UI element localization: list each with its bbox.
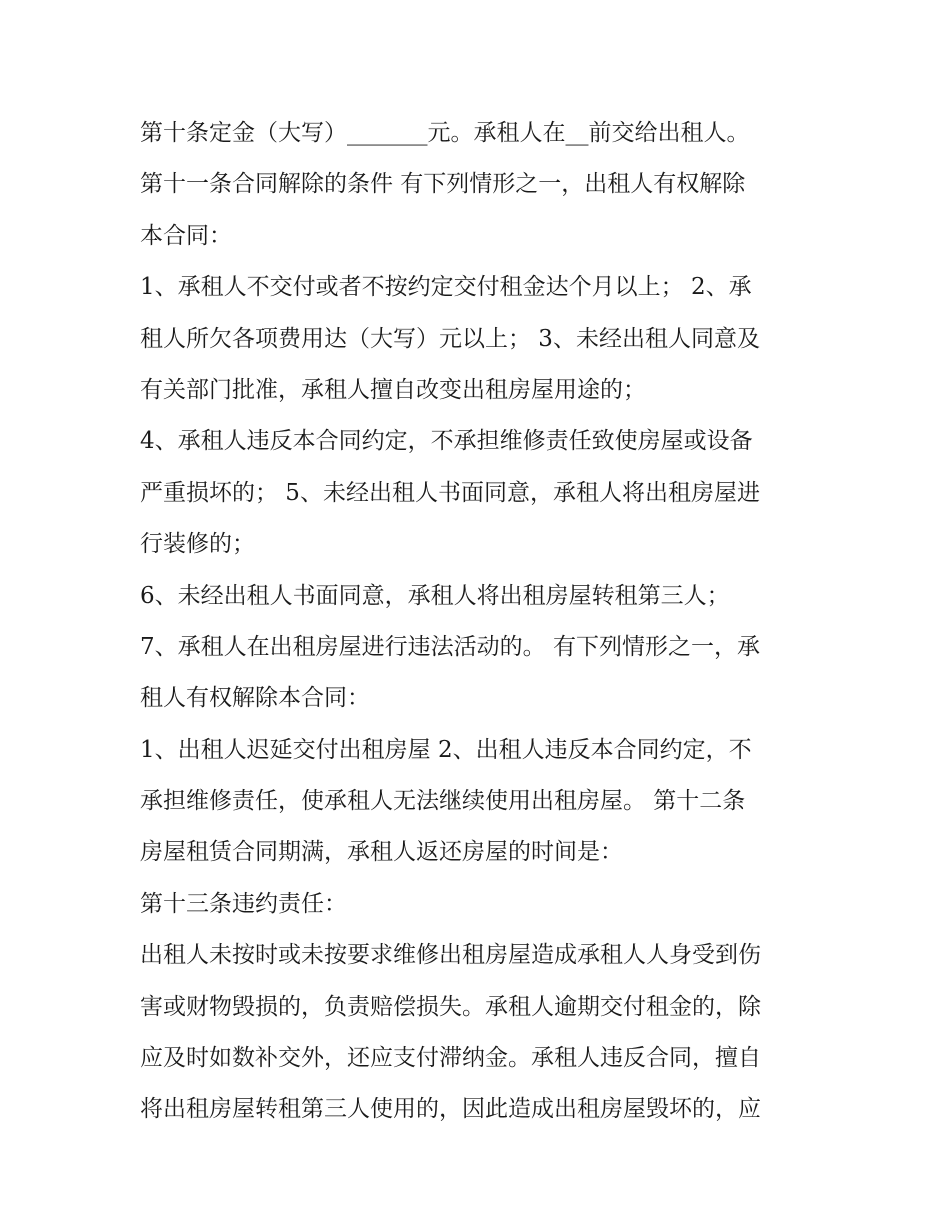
text-line: 严重损坏的； 5、未经出租人书面同意，承租人将出租房屋进 xyxy=(140,479,760,506)
text-line: 应及时如数补交外，还应支付滞纳金。承租人违反合同，擅自 xyxy=(140,1045,761,1072)
text-line: 4、承租人违反本合同约定，不承担维修责任致使房屋或设备 xyxy=(140,428,753,455)
text-line: 本合同： xyxy=(140,222,232,249)
text-line: 第十条定金（大写）_______元。承租人在__前交给出租人。 xyxy=(140,120,750,146)
text-line: 承担维修责任，使承租人无法继续使用出租房屋。 第十二条 xyxy=(140,788,746,815)
text-line: 6、未经出租人书面同意，承租人将出租房屋转租第三人； xyxy=(140,582,730,609)
text-line: 租人有权解除本合同： xyxy=(140,685,370,712)
text-line: 租人所欠各项费用达（大写）元以上； 3、未经出租人同意及 xyxy=(140,325,760,352)
text-line: 出租人未按时或未按要求维修出租房屋造成承租人人身受到伤 xyxy=(140,942,761,969)
text-line: 有关部门批准，承租人擅自改变出租房屋用途的； xyxy=(140,376,646,403)
text-line: 害或财物毁损的，负责赔偿损失。承租人逾期交付租金的，除 xyxy=(140,993,761,1020)
text-line: 行装修的； xyxy=(140,531,255,558)
text-line: 房屋租赁合同期满，承租人返还房屋的时间是： xyxy=(140,839,623,866)
contract-text xyxy=(140,108,820,1136)
text-line: 第十一条合同解除的条件 有下列情形之一，出租人有权解除 xyxy=(140,171,746,198)
text-line: 第十三条违约责任： xyxy=(140,890,347,917)
text-line: 1、承租人不交付或者不按约定交付租金达个月以上； 2、承 xyxy=(140,274,752,301)
text-line: 7、承租人在出租房屋进行违法活动的。 有下列情形之一，承 xyxy=(140,633,760,660)
text-line: 将出租房屋转租第三人使用的，因此造成出租房屋毁坏的，应 xyxy=(140,1096,761,1123)
text-line: 1、出租人迟延交付出租房屋 2、出租人违反本合同约定，不 xyxy=(140,736,752,763)
